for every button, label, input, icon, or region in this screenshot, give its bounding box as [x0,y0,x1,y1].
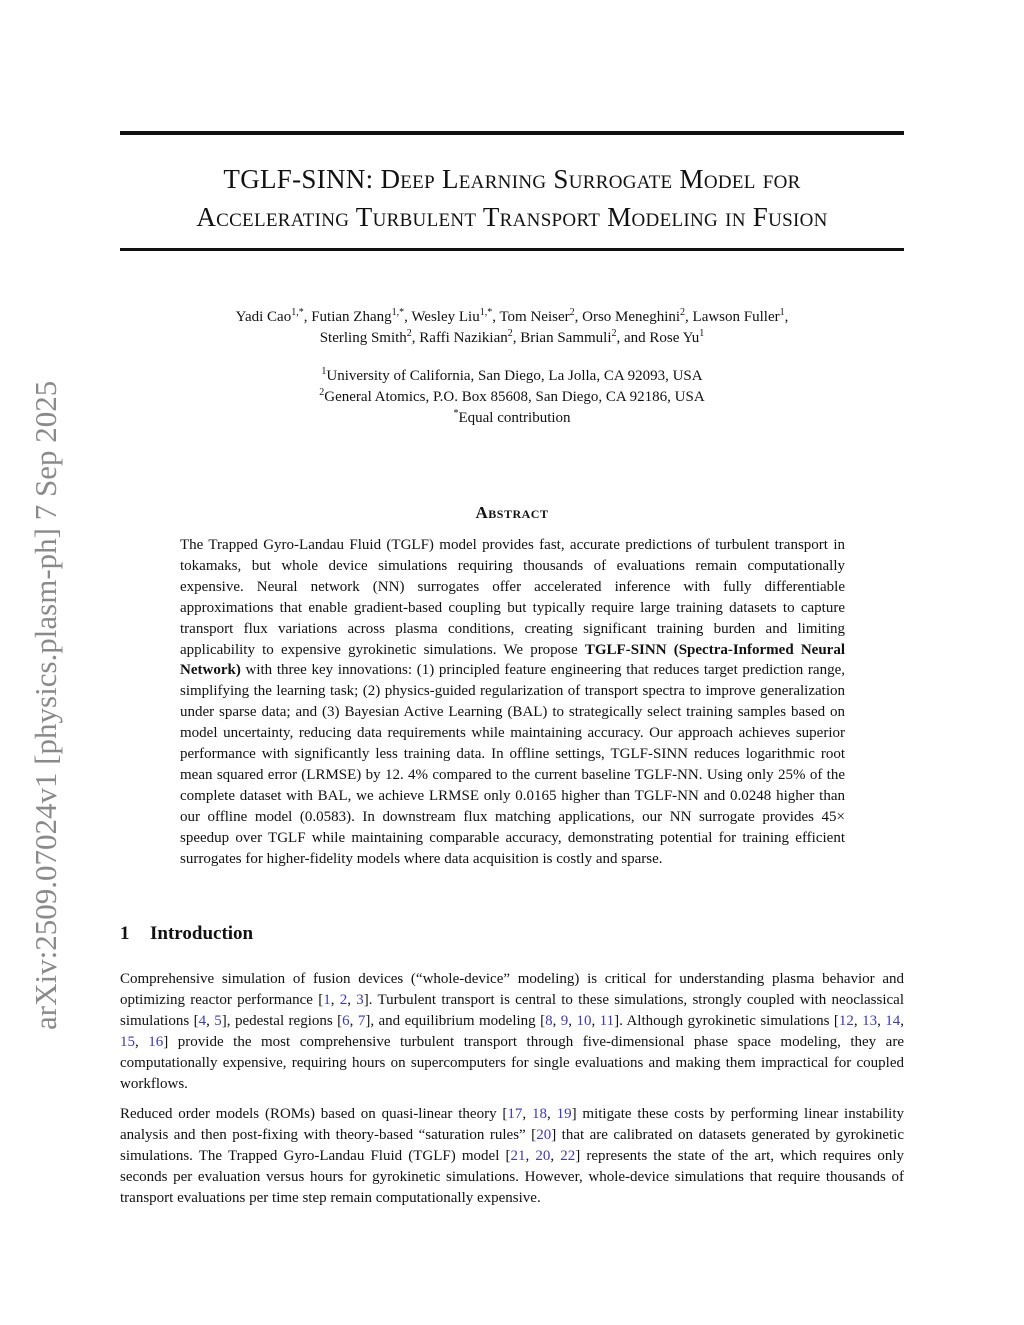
arxiv-stamp-text: arXiv:2509.07024v1 [physics.plasm-ph] 7 Sep 2025 [28,380,63,1030]
abstract-body: The Trapped Gyro-Landau Fluid (TGLF) model provides fast, accurate predictions of turbulent transport in tokamaks, but whole device simulations requiring thousands of evaluations remain computationally expensive. Neural network (NN) surrogates offer accelerated inference with fully differentiable approximations that enable gradient-based coupling but typically require large training datasets to capture transport flux variations across plasma conditions, creating significant training burden and limiting applicability to expensive gyrokinetic simulations. We propose TGLF-SINN (Spectra-Informed Neural Network) with three key innovations: (1) principled feature engineering that reduces target prediction range, simplifying the learning task; (2) physics-guided regularization of transport spectra to improve generalization under sparse data; and (3) Bayesian Active Learning (BAL) to strategically select training samples based on model uncertainty, reducing data requirements while maintaining accuracy. Our approach achieves superior performance with significantly less training data. In offline settings, TGLF-SINN reduces logarithmic root mean squared error (LRMSE) by 12. 4% compared to the current baseline TGLF-NN. Using only 25% of the complete dataset with BAL, we achieve LRMSE only 0.0165 higher than TGLF-NN and 0.0248 higher than our offline model (0.0583). In downstream flux matching applications, our NN surrogate provides 45× speedup over TGLF while maintaining comparable accuracy, demonstrating potential for training efficient surrogates for higher-fidelity models where data acquisition is costly and sparse. [180,537,845,867]
author-affiliation-mark: 1 [699,328,705,339]
citation-link[interactable]: 12 [838,1013,854,1029]
author-name: Orso Meneghini [582,309,681,325]
author-line-1: Yadi Cao$^{1,*}$, Futian Zhang$^{1,*}$, Wesley Liu$^{1,*}$, Tom Neiser$^2$, Orso Meneghini$^2$, Lawson Fuller$^1$, [235,307,789,325]
equal-contribution-note: *Equal contribution [453,408,571,426]
citation-link[interactable]: 7 [357,1013,366,1029]
title-rule-bottom [120,248,904,251]
citation-link[interactable]: 14 [885,1013,901,1029]
author-affiliation-mark: 2 [569,307,575,318]
author-name: Wesley Liu [411,309,480,325]
author-affiliation-mark: 1,* [479,307,493,318]
citation-link[interactable]: 4 [198,1013,207,1029]
author-affiliation-mark: 2 [611,328,617,339]
title-line-1: TGLF-SINN: Deep Learning Surrogate Model for [223,164,801,194]
model-name-bold: TGLF-SINN (Spectra-Informed Neural Network) [180,641,845,679]
citation-link[interactable]: 13 [862,1013,878,1029]
citation-link[interactable]: 16 [148,1034,164,1050]
citation-link[interactable]: 9 [560,1013,569,1029]
section-title: Introduction [150,923,254,944]
author-affiliation-mark: 2 [680,307,686,318]
citation-link[interactable]: 21 [510,1148,526,1164]
section-number: 1 [120,923,130,944]
author-line-2: Sterling Smith$^2$, Raffi Nazikian$^2$, Brian Sammuli$^2$, and Rose Yu$^1$ [319,328,705,346]
citation-link[interactable]: 17 [507,1106,523,1122]
author-affiliation-mark: 1,* [291,307,304,318]
author-name: Sterling Smith [319,330,407,346]
citation-link[interactable]: 11 [599,1013,615,1029]
citation-link[interactable]: 1 [323,992,331,1008]
introduction-paragraph-2: Reduced order models (ROMs) based on quasi-linear theory [17, 18, 19] mitigate these costs by performing linear instability analysis and then post-fixing with theory-based “saturation rules” [20] that are calibrated on datasets generated by gyrokinetic simulations. The Trapped Gyro-Landau Fluid (TGLF) model [21, 20, 22] represents the state of the art, which requires only seconds per evaluation versus hours for gyrokinetic simulations. However, whole-device simulations that require thousands of transport evaluations per time step remain computationally expensive. [120,1106,905,1206]
author-affiliation-mark: 1,* [391,307,405,318]
citation-link[interactable]: 2 [339,992,348,1008]
citation-link[interactable]: 22 [560,1148,576,1164]
author-name: Raffi Nazikian [419,330,508,346]
citation-link[interactable]: 3 [356,992,364,1008]
title-line-2: Accelerating Turbulent Transport Modeling in Fusion [196,202,828,232]
section-heading-introduction [120,923,253,945]
author-affiliation-mark: 2 [406,328,412,339]
author-name: Yadi Cao [235,309,292,325]
citation-link[interactable]: 10 [576,1013,592,1029]
citation-link[interactable]: 18 [532,1106,547,1122]
affiliation-2: $^2$General Atomics, P.O. Box 85608, San Diego, CA 92186, USA [319,387,705,405]
citation-link[interactable]: 6 [342,1013,350,1029]
arxiv-identifier-stamp [28,300,68,1030]
author-name: Futian Zhang [311,309,392,325]
citation-link[interactable]: 5 [214,1013,222,1029]
author-name: Brian Sammuli [520,330,612,346]
abstract-heading: Abstract [475,503,549,522]
introduction-paragraph-1: Comprehensive simulation of fusion devices (“whole-device” modeling) is critical for understanding plasma behavior and optimizing reactor performance [1, 2, 3]. Turbulent transport is central to these simulations, strongly coupled with neoclassical simulations [4, 5], pedestal regions [6, 7], and equilibrium modeling [8, 9, 10, 11]. Although gyrokinetic simulations [12, 13, 14, 15, 16] provide the most comprehensive turbulent transport through five-dimensional phase space modeling, they are computationally expensive, requiring hours on supercomputers for single evaluations and making them impractical for coupled workflows. [120,971,905,1092]
citation-link[interactable]: 15 [120,1034,135,1050]
citation-link[interactable]: 20 [536,1127,552,1143]
author-name: Tom Neiser [499,309,570,325]
author-affiliation-mark: 2 [507,328,513,339]
author-list [120,307,904,349]
title-rule-top [120,131,904,135]
paper-title [120,160,904,236]
author-name: Lawson Fuller [692,309,780,325]
affiliations [120,366,904,429]
author-name: and Rose Yu [624,330,700,346]
citation-link[interactable]: 20 [535,1148,551,1164]
author-affiliation-mark: 1 [779,307,785,318]
citation-link[interactable]: 19 [556,1106,572,1122]
affiliation-1: $^1$University of California, San Diego, La Jolla, CA 92093, USA [321,366,703,384]
citation-link[interactable]: 8 [545,1013,553,1029]
